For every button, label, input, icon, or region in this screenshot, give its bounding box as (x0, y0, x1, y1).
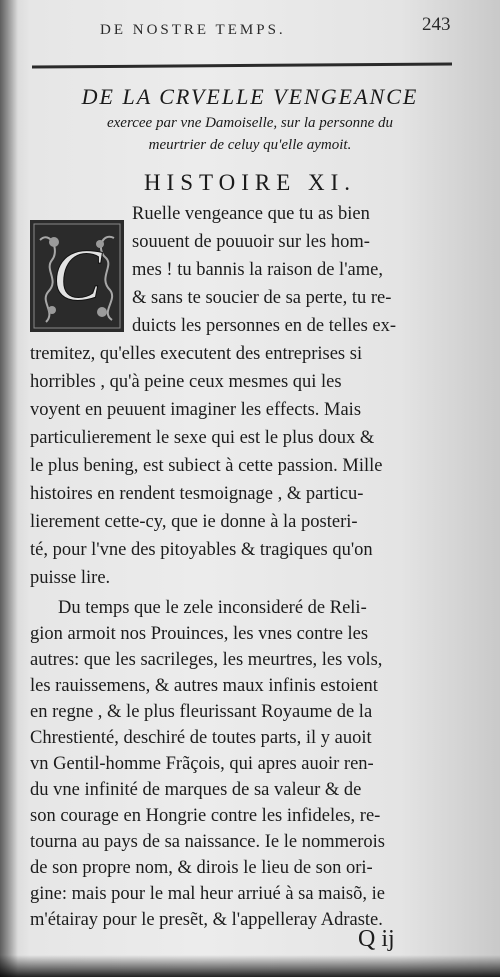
page-bottom-shadow (0, 955, 500, 977)
chapter-title: DE LA CRVELLE VENGEANCE (81, 84, 419, 109)
text-line: duicts les personnes en de telles ex- (132, 316, 397, 336)
signature-mark: Q ij (358, 926, 395, 952)
page-gutter-shadow (0, 0, 18, 977)
text-line: gine: mais pour le mal heur arriué à sa maisõ, ie (30, 884, 385, 904)
text-line: lierement cette-cy, que ie donne à la posteri- (30, 512, 358, 532)
text-line: particulierement le sexe qui est le plus doux & (30, 428, 375, 448)
text-line: horribles , qu'à peine ceux mesmes qui les (30, 372, 342, 392)
subtitle-line-2: meurtrier de celuy qu'elle aymoit. (148, 137, 352, 153)
text-line: Du temps que le zele inconsideré de Reli- (58, 598, 367, 618)
svg-text:C: C (52, 235, 102, 317)
text-line: souuent de pouuoir sur les hom- (132, 232, 370, 252)
text-line: le plus bening, est subiect à cette passion. Mille (30, 456, 383, 476)
text-line: en regne , & le plus fleurissant Royaume de la (30, 702, 373, 722)
text-line: de son propre nom, & dirois le lieu de son ori- (30, 858, 373, 878)
chapter-subtitle (40, 112, 460, 156)
running-head: DE NOSTRE TEMPS. (100, 22, 286, 38)
subtitle-line-1: exercee par vne Damoiselle, sur la personne du (106, 115, 394, 131)
text-line: autres: que les sacrileges, les meurtres, les vols, (30, 650, 383, 670)
text-line: gion armoit nos Prouinces, les vnes contre les (30, 624, 369, 644)
text-line: du vne infinité de marques de sa valeur & de (30, 780, 362, 800)
text-line: tourna au pays de sa naissance. Ie le nommerois (30, 832, 385, 852)
text-line: té, pour l'vne des pitoyables & tragiques qu'on (30, 540, 373, 560)
text-line: tremitez, qu'elles executent des entreprises si (30, 344, 363, 364)
text-line: Chrestienté, deschiré de toutes parts, il y auoit (30, 728, 372, 748)
story-heading: HISTOIRE XI. (143, 170, 357, 195)
text-line: & sans te soucier de sa perte, tu re- (132, 288, 392, 308)
text-line: Ruelle vengeance que tu as bien (132, 204, 370, 224)
text-line: puisse lire. (30, 568, 111, 588)
ornamental-initial (30, 220, 124, 332)
text-line: mes ! tu bannis la raison de l'ame, (132, 260, 383, 280)
page-number: 243 (422, 14, 451, 35)
text-line: les rauissemens, & autres maux infinis estoient (30, 676, 378, 696)
header-rule (32, 56, 452, 74)
text-line: son courage en Hongrie contre les infideles, re- (30, 806, 381, 826)
text-line: voyent en peuuent imaginer les effects. Mais (30, 400, 362, 420)
text-line: m'étairay pour le presẽt, & l'appelleray Adraste. (30, 910, 383, 930)
text-line: vn Gentil-homme Frãçois, qui apres auoir ren- (30, 754, 374, 774)
text-line: histoires en rendent tesmoignage , & particu- (30, 484, 364, 504)
